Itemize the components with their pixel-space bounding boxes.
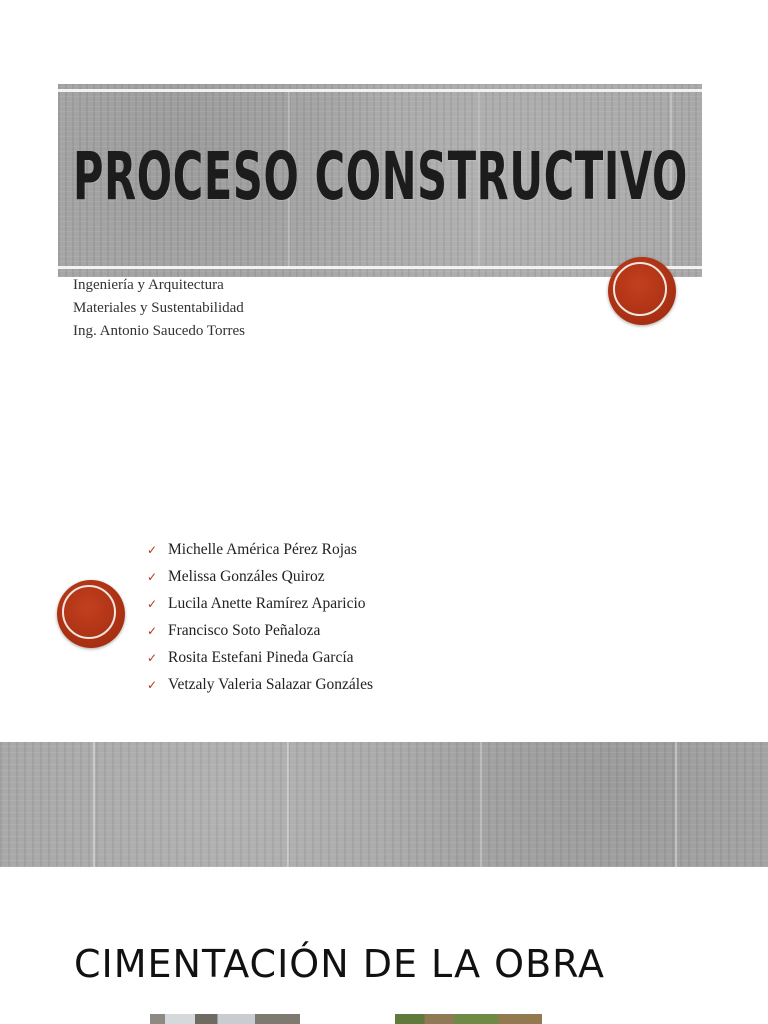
member-list (147, 536, 373, 698)
member-name: Vetzaly Valeria Salazar Gonzáles (168, 675, 373, 693)
slide-title-text: PROCESO CONSTRUCTIVO (73, 138, 689, 215)
list-item (147, 536, 373, 563)
member-name: Michelle América Pérez Rojas (168, 540, 357, 558)
texture-seam (480, 742, 482, 867)
member-name: Lucila Anette Ramírez Aparicio (168, 594, 366, 612)
decorative-circle (57, 580, 125, 648)
check-icon: ✓ (147, 677, 158, 692)
list-item (147, 617, 373, 644)
texture-seam (675, 742, 677, 867)
check-icon: ✓ (147, 542, 158, 557)
slide-divider-texture (0, 742, 768, 867)
list-item (147, 644, 373, 671)
list-item (147, 563, 373, 590)
list-item (147, 590, 373, 617)
member-name: Rosita Estefani Pineda García (168, 648, 354, 666)
photo-thumbnail (395, 1014, 542, 1024)
member-name: Melissa Gonzáles Quiroz (168, 567, 325, 585)
texture-seam (93, 742, 95, 867)
check-icon: ✓ (147, 596, 158, 611)
decorative-circle (608, 257, 676, 325)
photo-thumbnail (150, 1014, 300, 1024)
subtitle-line: Ing. Antonio Saucedo Torres (73, 323, 245, 339)
section-title: CIMENTACIÓN DE LA OBRA (74, 942, 606, 986)
member-name: Francisco Soto Peñaloza (168, 621, 321, 639)
banner-rule-bottom (58, 266, 702, 269)
texture-seam (287, 742, 289, 867)
check-icon: ✓ (147, 650, 158, 665)
list-item (147, 671, 373, 698)
check-icon: ✓ (147, 569, 158, 584)
subtitle-line: Materiales y Sustentabilidad (73, 300, 244, 316)
check-icon: ✓ (147, 623, 158, 638)
banner-rule-top (58, 89, 702, 92)
subtitle-block (73, 274, 245, 343)
subtitle-line: Ingeniería y Arquitectura (73, 277, 224, 293)
